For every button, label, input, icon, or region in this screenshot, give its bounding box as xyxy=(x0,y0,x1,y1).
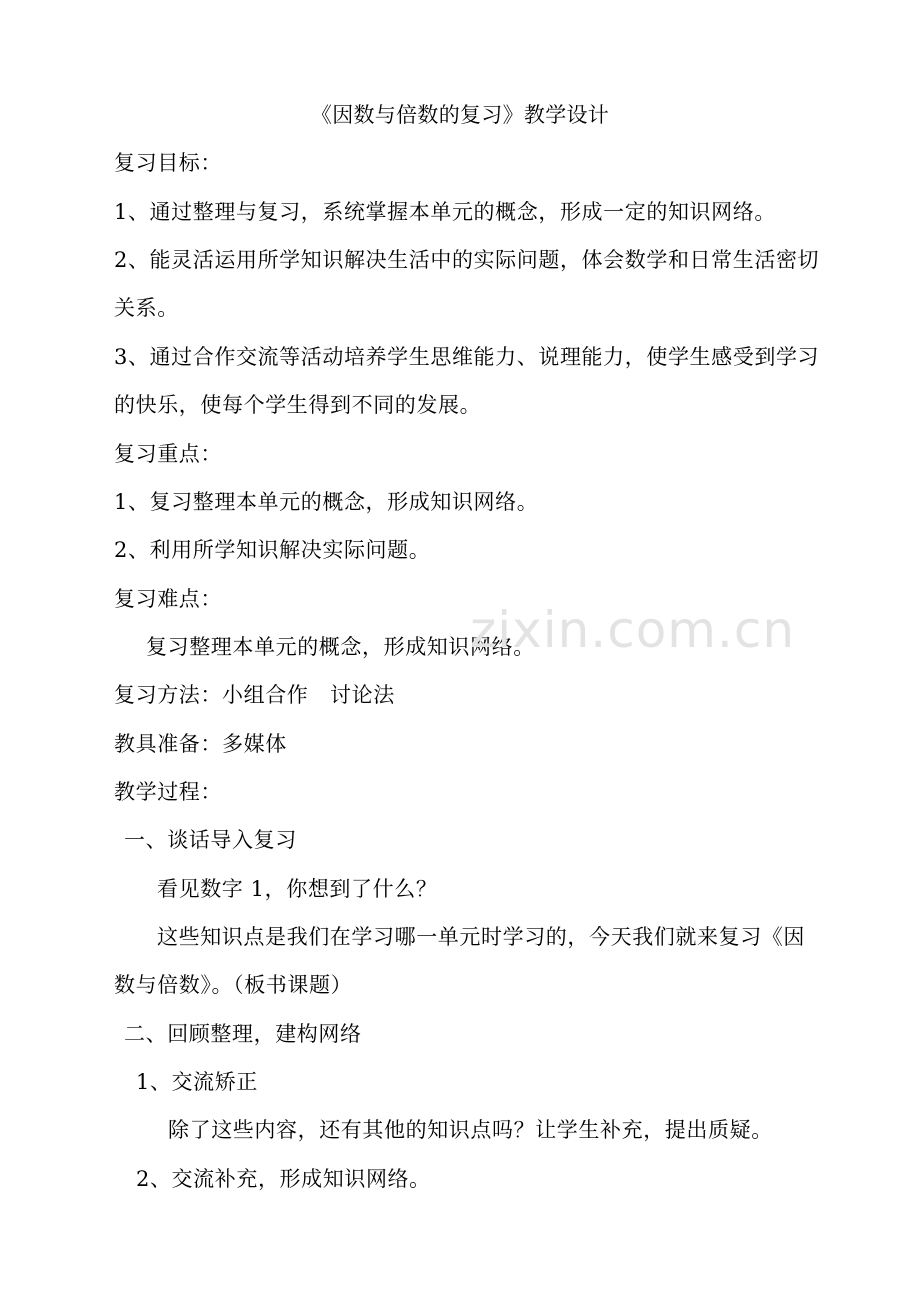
paragraph-line: 复习方法：小组合作 讨论法 xyxy=(114,683,395,707)
paragraph-line: 关系。 xyxy=(114,296,179,320)
subsection-heading: 一、谈话导入复习 xyxy=(124,828,297,852)
paragraph-line: 2、能灵活运用所学知识解决生活中的实际问题，体会数学和日常生活密切 xyxy=(114,248,820,272)
paragraph-line: 这些知识点是我们在学习哪一单元时学习的，今天我们就来复习《因 xyxy=(157,925,805,949)
paragraph-line: 3、通过合作交流等活动培养学生思维能力、说理能力，使学生感受到学习 xyxy=(114,345,820,369)
paragraph-line: 2、利用所学知识解决实际问题。 xyxy=(114,538,431,562)
section-heading-review-focus: 复习重点： xyxy=(114,442,222,466)
paragraph-line: 教具准备：多媒体 xyxy=(114,732,287,756)
paragraph-line: 复习整理本单元的概念，形成知识网络。 xyxy=(146,635,535,659)
paragraph-line: 看见数字 1，你想到了什么？ xyxy=(157,877,438,901)
section-heading-review-goals: 复习目标： xyxy=(114,151,222,175)
paragraph-line: 1、通过整理与复习，系统掌握本单元的概念，形成一定的知识网络。 xyxy=(114,200,776,224)
list-item-heading: 1、交流矫正 xyxy=(136,1070,258,1094)
subsection-heading: 二、回顾整理，建构网络 xyxy=(124,1022,362,1046)
document-title: 《因数与倍数的复习》教学设计 xyxy=(310,103,610,127)
paragraph-line: 1、复习整理本单元的概念，形成知识网络。 xyxy=(114,490,539,514)
paragraph-line: 的快乐，使每个学生得到不同的发展。 xyxy=(114,393,482,417)
list-item-heading: 2、交流补充，形成知识网络。 xyxy=(136,1167,431,1191)
watermark-logo: zixin.com.cn xyxy=(470,601,796,659)
section-heading-review-difficulty: 复习难点： xyxy=(114,587,222,611)
section-heading-teaching-process: 教学过程： xyxy=(114,780,222,804)
paragraph-line: 除了这些内容，还有其他的知识点吗？让学生补充，提出质疑。 xyxy=(168,1118,773,1142)
paragraph-line: 数与倍数》。（板书课题） xyxy=(114,973,353,997)
